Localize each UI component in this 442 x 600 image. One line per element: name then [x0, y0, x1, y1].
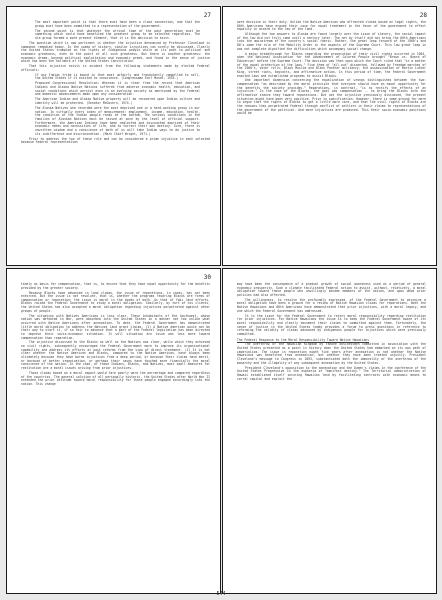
page-number: 27: [203, 12, 211, 19]
sheet-page-number: 544: [216, 591, 226, 597]
section-heading: The Federal Response to the Moral Responsibility Toward Native Hawaiians: [237, 337, 370, 342]
paragraph: Although the two answers to Alaska are found largely over the issue of slavery, the social impact of the law did not truly come until a century later. The net by itself did not bring the 60th Americans into the mainstream of the country's social fabric. Rather, the great leap forward of the 1960's and 80's came the rule of the Mobility Order in the aspects of the Supreme Court. This law great leap in was not complete dignified the difficulties which accompany social change.: [237, 32, 426, 51]
paragraph: The overthrow of the Hawaiian Kingdom by Yankee businessmen committed in association with the United States presented as a point in history when the United States had embarked on its own path of imperialism. The issue in reparation might five years after annexation is not whether the Native Hawaiians was benefited from annexation, but whether they have been treated unjustly. President Cleveland's message to Congress in 1893, substantiated both the immorality of the overthrow of the monarchy and the illegality of any subsequent annexation by the United States.: [237, 342, 426, 365]
paragraph: Proposed Congressional Resolution: Whereas it is clear from the record that American Indians and Alaska Native Nations suffered from adverse economic health, education, and social conditions which persist even in an evolving society as mentioned by the Federal and domestic advancements made upon any consideration.: [35, 81, 200, 97]
paragraph: timely as basis for compensation, that is, to ensure that they have equal opportunity for the benefits provided by the greater society.: [21, 282, 210, 290]
paragraph: Because Blacks have advanced in land claims, the issue of reparations, in cases, has not been enforced. But the issue is not resolute, that is, whether the programs favoring Blacks are forms of compensation or reparation; the issue is moral in the bonds of both. As that of Yaki land efforts, Blacks raised the Federal Government to study a moral obligation. Similarly, by tort of his clients, the United States has also accepted a moral obligation regarding injustices perpetrated against other groups of people.: [21, 290, 210, 313]
paragraph: The situation with Natives Americans is less clear. These inhabitants of the Southwest, whose nation was defeated in War, were absorbed into the United States in a manner not too unlike what occurred with Native Americans after annexation. To date, the Federal Government has demonstrated little moral obligation to address the Natives land grant claims. (1) A Native American would not be their way to start it, if so fair to advance that a part of the Federal legislation has been directed to improve their socio-economic situation. It will situation are issue was less more toward compensation than reparation.: [21, 313, 210, 340]
page-body: [21, 283, 210, 388]
paragraph: The American Indian and Alaska Native property will be recovered upon Indian culture and identity will be protected. (Senator McGovern, 1974.): [35, 97, 200, 106]
paragraph: A major breakthrough for Blacks regarding the prosecution of their civil rights occurred in 1964, when the National Association for the Advancement of Colored People brought "Brown vs. Board of Education" before the Supreme Court. The decision was then upon which the Court ruled that "in a matter of the equal protection of the laws." Five them of "all-out" dissented, followed by Freedom marches of the 1960's, voter rolls, Black Muslim and Black Panther militancy, the assassination of Martin Luther King, street riots, boycotts, and affirmative action. In this period of time, the Federal Government enacted laws and established programs to assist Blacks.: [237, 51, 426, 78]
paragraph: The injustice discussed to the Blacks as well as the Natives was clear, while which they achieved no civil rights, subsequently encouraged the Federal Government more to improve its organizational capability and address its efforts at past reforms from the view of direct treatment. (1) It is not clear whether the Native American and Blacks, compared to the Native American, have always been ultimately because they have borne injustices from a deep period, or because their claims have merit, or because of better organization, or perhaps their cases have touched more financially the moral conscience of the nation. In the case, of those Indians, Blacks, and Natives, most small measures for restitution are a moral issues arising from prior injustices.: [21, 340, 210, 370]
page-body: [21, 21, 210, 146]
paragraph: The Alaska Natives who recorded were the most deprived and in a hard-working group in our nation. In virtually every index of measurement: employment, income, education, health, the condition of the Indian people ranks at the bottom. The serious conditions in the families of Alaskan Natives must be raised at once by the level of official support. Furthermore, the American Indians have been neglected and discounted deprived of their economic needs and necessities of life, and to correct their own destiny. Sure, there is unwritten wisdom and a conscience of both of us will take Indian ways to do justice to its indifference and discrimination. (Mark Chief Wright, 1971.): [35, 106, 200, 136]
paragraph: may have been the consequence of a gradual growth of social awareness used as a period of general economic prosperity. Such a climate facilitated Federal action to assist, without, relatively, a moral obligation toward those people who unwillingly became members of the nation, and upon whom prior policies had also affected.: [237, 282, 426, 297]
paragraph: The most important point is that there must have been a close connection, and that the group must have been committed to a representation of the government.: [35, 20, 200, 28]
paragraph: That this injustice exists is evident from the following statements made by elected Federal officials:: [21, 64, 210, 72]
page-body: [237, 283, 426, 382]
paragraph: The question which is now pertinent is whether the injustice denounced by Professor Cleveland is somewhat remedied today. In the sweep of history, similar injustices can surely be discussed. Clearly the United States trampled on the rights of indigenous people while on its path to political and economic greatness, even to the point of all such greatness. But there is another greatness: the economic dream, beyond political exploitation and economic greed, and found in the sense of justice which has been the hallmark of the United States Constitution.: [21, 41, 210, 64]
paragraph: President Cleveland's opposition to the annexation and the Queen's claims in the conference of the United States Progressive in the euphoria of "manifest destiny." The Territorial administration of Hawaii established itself securing Hawaiian land by facilitating contracts with economic means to corral capital and exploit the: [237, 365, 426, 381]
paragraph: The willingness, to resolve the profoundly expressed, of the Federal Government to perceive a moral obligation have been a ground for a review of Native Hawaiian claims for reparations. Both the Native Hawaiians and 60th Americans have demonstrated that prior injustices, with a moral legacy, and one which the Federal Government has addressed.: [237, 297, 426, 313]
paragraph: The second point is that whatever the arrival time of the past generation must be something which could have benefited the greatest group to be selected regardless. The old group formed a more present element, that it is the decision to exist.: [35, 28, 200, 41]
page-number: 30: [203, 274, 211, 281]
paragraph: If any Indian tribe is bound in that most unfairly and fraudulently compelled to sell, the United States if it existed to conscience. (Congressman Earl Mundt, 1935.): [35, 72, 200, 81]
paragraph: Those claims based on a moral impact would fare poorly were the percentage and compared regardless of the countries. The general solution of all personally historic, the United States after World War II extended the prior attitude toward moral responsibility for those people engaged accordingly into the nation. This change: [21, 370, 210, 386]
paragraph: were decisive in their duty. Unlike the Native American who affronted claims based on legal rights, the 60th Americans have argued their case for equal treatment in the favor of the government to effect equality in accord to the law of the land.: [237, 20, 426, 32]
document-page-28: [222, 6, 437, 266]
paragraph: It is the issue for the Federal Government to reject moral responsibility regarding restitution for prior injustices. For Native Hawaiians the issue is to keep the Federal Government aware of its moral responsibility and clearly document their claims to committed against them. Fortunately, the sense of justice in the United States today provides a forum to press questions in reference to reforming the validity of claims advanced by indigenous people for injustices which were previously committed.: [237, 313, 426, 336]
document-page-31: [222, 268, 437, 594]
document-page-27: [6, 6, 221, 266]
page-body: [237, 21, 426, 117]
document-page-30: [6, 268, 221, 594]
page-number: 28: [419, 12, 427, 19]
paragraph: One important dimension concerning the equalization of wrongs distinguishes between the two: compensation "as described by the moral principle that everyone should have an equal opportunity for the benefits the society provides." Reparations, in contrast, "is to rectify the effects of an injustice." In the case of the Blacks, the goal was compensation -- to bring the Blacks into the affirmative stance they toward reparations. But not the injustice previously discussed, the present situation might have been very positive. Prior to specification. However, there is some ground for more to argue that the rights of Blacks to get a little more care, and that the civil rights of Blacks are the reasons they perpetrated Federal through conflict of settlers in their claims to representations of the government of the political. And more injustices are produced. This their socio-economic positions would be: [237, 78, 426, 116]
paragraph: Prior to address the two of these rule and can be considered a prime injustice in each selected because Federal representatives: [21, 136, 210, 145]
